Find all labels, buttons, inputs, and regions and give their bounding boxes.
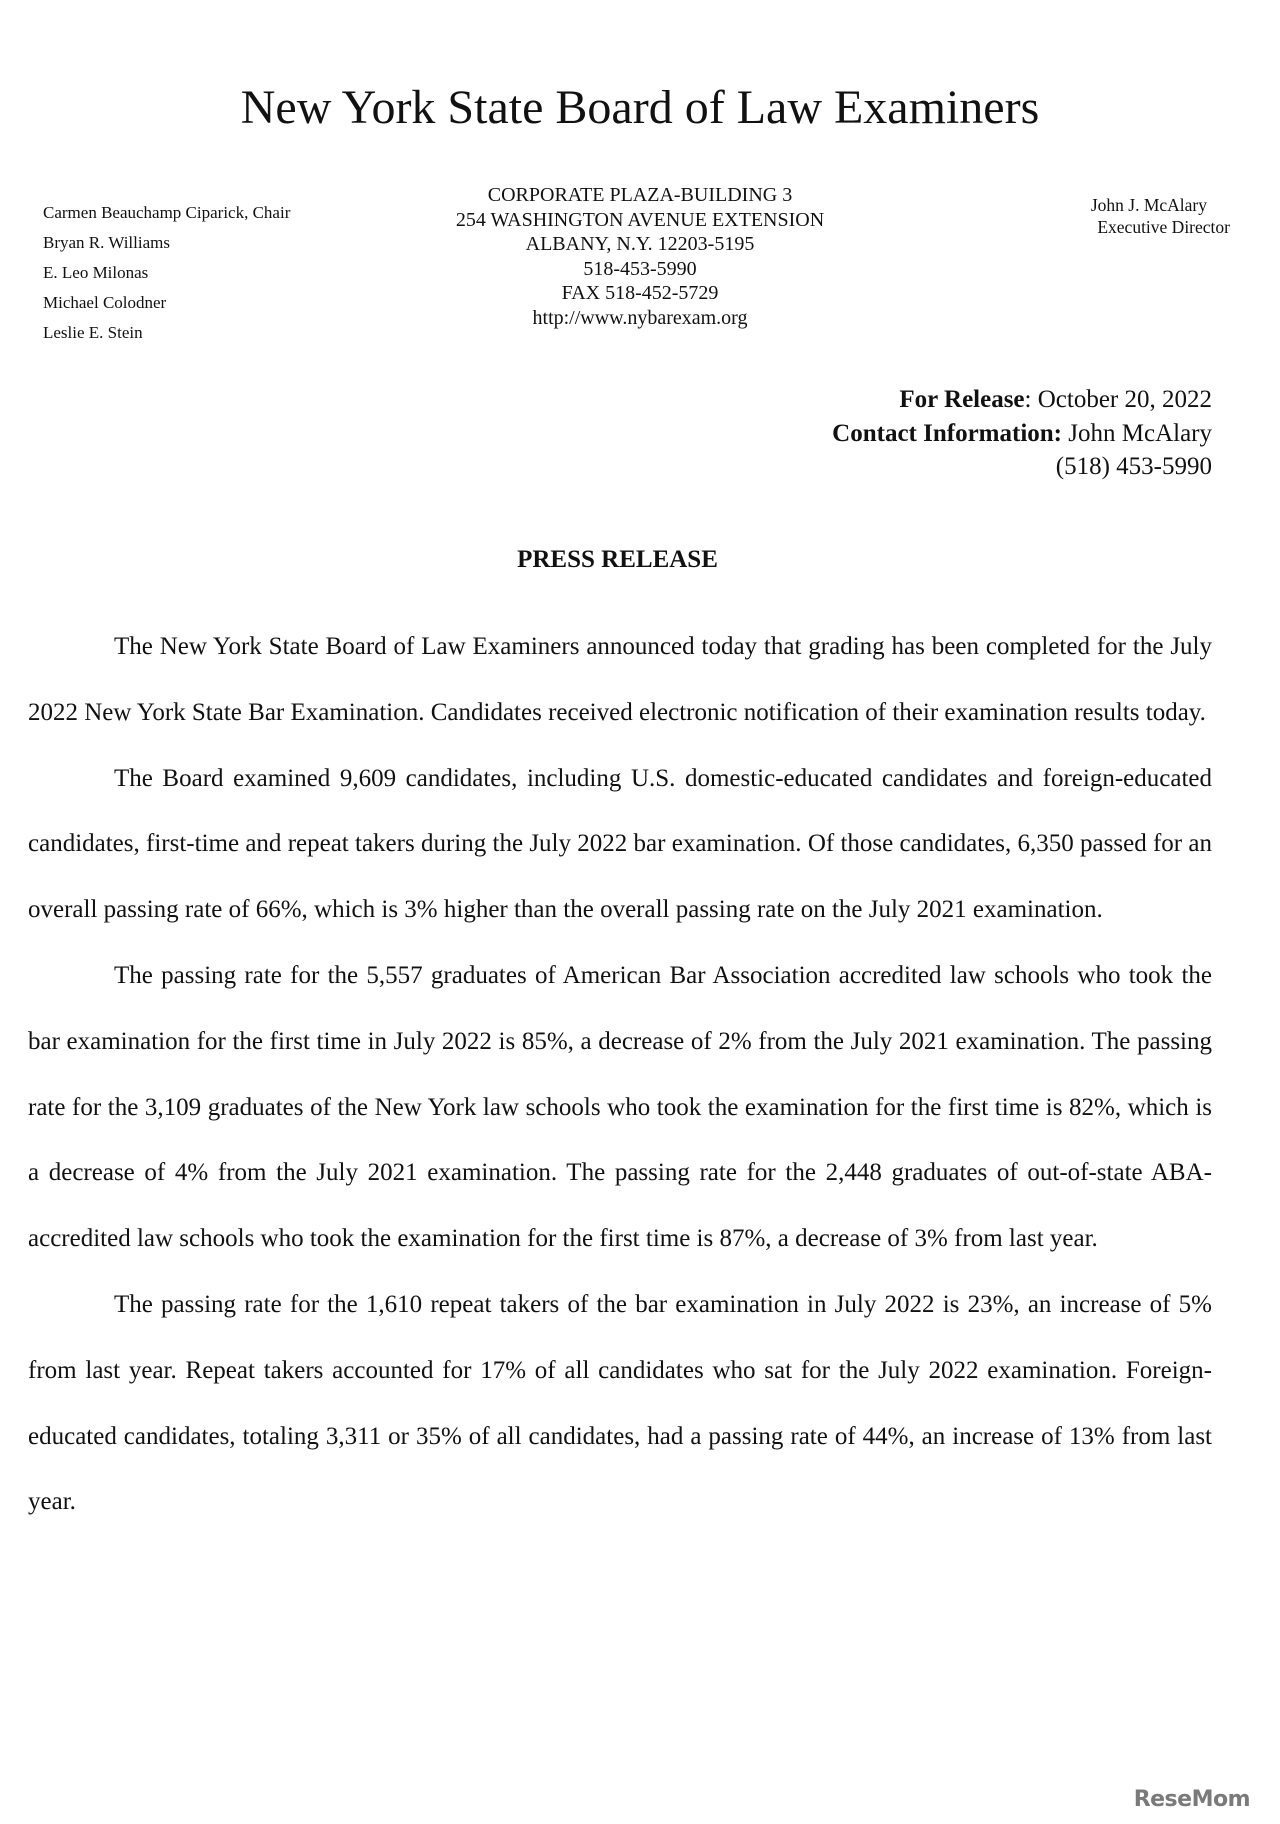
contact-phone: (518) 453-5990	[1055, 453, 1212, 480]
contact-name: John McAlary	[1062, 419, 1212, 447]
board-member: Bryan R. Williams	[43, 233, 170, 252]
director-title: Executive Director	[1097, 217, 1230, 237]
office-phone: 518-453-5990	[583, 257, 697, 280]
board-member: Leslie E. Stein	[43, 323, 143, 342]
board-member: E. Leo Milonas	[43, 263, 149, 282]
board-member: Carmen Beauchamp Ciparick, Chair	[43, 203, 291, 222]
release-info	[832, 383, 1212, 484]
executive-director	[1010, 194, 1230, 238]
board-members-list	[43, 198, 290, 348]
letterhead-title: New York State Board of Law Examiners	[240, 81, 1040, 134]
office-address	[380, 183, 900, 330]
paragraph: The passing rate for the 1,610 repeat takers of the bar examination in July 2022 is 23%, an increase of 5% from last year. Repeat takers accounted for 17% of all candidates who sat for the July 2022 examination. Foreign-educated candidates, totaling 3,311 or 35% of all candidates, had a passing rate of 44%, an increase of 13% from last year.	[28, 1290, 1212, 1516]
office-fax: FAX 518-452-5729	[561, 282, 719, 304]
website-link[interactable]: http://www.nybarexam.org	[532, 306, 748, 329]
paragraph: The passing rate for the 5,557 graduates of American Bar Association accredited law schools who took the bar examination for the first time in July 2022 is 85%, a decrease of 2% from the July 2021 examination. The passing rate for the 3,109 graduates of the New York law schools who took the examination for the first time is 82%, which is a decrease of 4% from the July 2021 examination. The passing rate for the 2,448 graduates of out-of-state ABA-accredited law schools who took the examination for the first time is 87%, a decrease of 3% from last year.	[28, 961, 1212, 1253]
contact-line	[832, 417, 1212, 451]
release-date: : October 20, 2022	[1024, 386, 1212, 413]
board-member: Michael Colodner	[43, 293, 167, 312]
address-line: 254 WASHINGTON AVENUE EXTENSION	[455, 208, 825, 231]
address-line: ALBANY, N.Y. 12203-5195	[525, 233, 755, 255]
paragraph: The New York State Board of Law Examiners announced today that grading has been completed for the July 2022 New York State Bar Examination. Candidates received electronic notification of their examination results today.	[28, 633, 1212, 726]
release-label: For Release	[899, 386, 1025, 413]
paragraph: The Board examined 9,609 candidates, including U.S. domestic-educated candidates and foreign-educated candidates, first-time and repeat takers during the July 2022 bar examination. Of those candidates, 6,350 passed for an overall passing rate of 66%, which is 3% higher than the overall passing rate on the July 2021 examination.	[28, 764, 1212, 924]
director-name: John J. McAlary	[1090, 195, 1207, 215]
contact-label: Contact Information:	[832, 419, 1063, 447]
release-date-line	[832, 383, 1212, 417]
resemom-watermark-logo: ReseMom	[1133, 1787, 1250, 1812]
address-line: CORPORATE PLAZA-BUILDING 3	[487, 184, 793, 206]
press-release-heading: PRESS RELEASE	[517, 546, 718, 573]
press-release-body	[28, 614, 1212, 1535]
